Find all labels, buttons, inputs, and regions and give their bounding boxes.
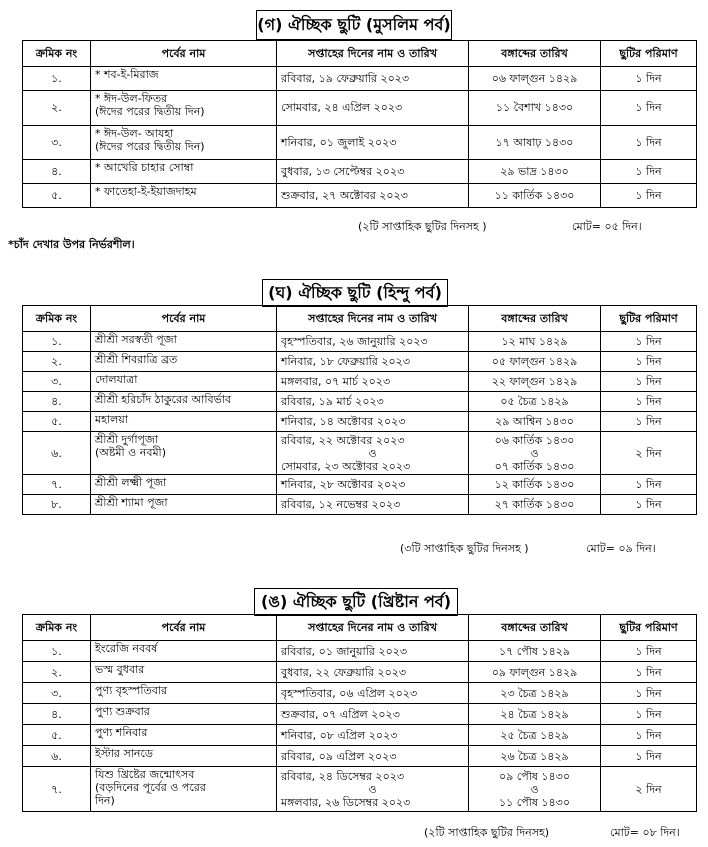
bengali-date-cell bbox=[469, 662, 601, 683]
duration-cell: ১ দিন bbox=[601, 91, 697, 126]
festival-name-cell bbox=[91, 412, 277, 432]
duration-cell: ১ দিন bbox=[601, 392, 697, 412]
christian-total: মোট= ০৮ দিন। bbox=[610, 826, 680, 839]
bengali-date-cell bbox=[469, 67, 601, 91]
duration-cell: ১ দিন bbox=[601, 67, 697, 91]
duration-cell: ১ দিন bbox=[601, 725, 697, 746]
header-bengali-date: বঙ্গাব্দের তারিখ bbox=[469, 306, 601, 332]
festival-name-text: (অষ্টমী ও নবমী) bbox=[95, 446, 166, 459]
duration-cell: ১ দিন bbox=[601, 683, 697, 704]
weekday-date-cell bbox=[277, 372, 469, 392]
weekday-date-cell bbox=[277, 475, 469, 495]
bengali-date-cell bbox=[469, 412, 601, 432]
weekday-date-cell bbox=[277, 641, 469, 662]
serial-cell: ২. bbox=[23, 91, 91, 126]
bengali-date-cell bbox=[469, 432, 601, 475]
bengali-date-text: ২৫ চৈত্র ১৪২৯ bbox=[500, 728, 569, 742]
bengali-date-cell bbox=[469, 746, 601, 767]
festival-name-cell bbox=[91, 725, 277, 746]
bengali-date-cell bbox=[469, 160, 601, 184]
bengali-date-text: ১৭ আষাঢ় ১৪৩০ bbox=[495, 135, 574, 149]
bengali-date-text: ২২ ফাল্গুন ১৪২৯ bbox=[491, 375, 578, 388]
weekday-date-cell bbox=[277, 125, 469, 160]
weekday-date-cell bbox=[277, 725, 469, 746]
bengali-date-text: ১১ বৈশাখ ১৪৩০ bbox=[495, 101, 574, 115]
duration-cell: ১ দিন bbox=[601, 746, 697, 767]
weekday-date-cell bbox=[277, 662, 469, 683]
hindu-weekly-note: (৩টি সাপ্তাহিক ছুটির দিনসহ ) bbox=[400, 542, 529, 555]
table-row bbox=[23, 641, 697, 662]
weekday-date-cell bbox=[277, 160, 469, 184]
festival-name-cell bbox=[91, 704, 277, 725]
weekday-date-cell bbox=[277, 746, 469, 767]
festival-name-cell bbox=[91, 125, 277, 160]
bengali-date-text: ০৬ কার্তিক ১৪৩০ bbox=[494, 433, 575, 447]
hindu-section-title: (ঘ) ঐচ্ছিক ছুটি (হিন্দু পর্ব) bbox=[262, 279, 448, 307]
bengali-date-cell bbox=[469, 725, 601, 746]
festival-name-cell bbox=[91, 746, 277, 767]
festival-name-text: পুণ্য শুক্রবার bbox=[95, 705, 150, 718]
table-row bbox=[23, 662, 697, 683]
bengali-date-text: ০৭ কার্তিক ১৪৩০ bbox=[494, 459, 575, 473]
festival-name-text: * ফাতেহা-ই-ইয়াজদাহম bbox=[95, 185, 197, 199]
weekday-date-cell bbox=[277, 495, 469, 515]
header-duration: ছুটির পরিমাণ bbox=[601, 41, 697, 67]
festival-name-cell bbox=[91, 767, 277, 812]
muslim-section-title: (গ) ঐচ্ছিক ছুটি (মুসলিম পর্ব) bbox=[256, 10, 452, 40]
bengali-date-text: ০৯ পৌষ ১৪৩০ bbox=[498, 769, 570, 783]
serial-cell: ৩. bbox=[23, 372, 91, 392]
bengali-date-text: ১১ পৌষ ১৪৩০ bbox=[499, 795, 570, 809]
header-duration: ছুটির পরিমাণ bbox=[601, 615, 697, 641]
duration-cell: ১ দিন bbox=[601, 352, 697, 372]
weekday-date-text: সোমবার, ২৪ এপ্রিল ২০২৩ bbox=[281, 101, 403, 115]
weekday-date-cell bbox=[277, 67, 469, 91]
serial-cell: ৪. bbox=[23, 392, 91, 412]
bengali-date-cell bbox=[469, 475, 601, 495]
festival-name-text: * ঈদ-উল- আযহা bbox=[95, 126, 174, 140]
table-row bbox=[23, 372, 697, 392]
weekday-date-text: শনিবার, ১৮ ফেব্রুয়ারি ২০২৩ bbox=[281, 355, 410, 368]
festival-name-text: দোলযাত্রা bbox=[95, 373, 138, 386]
serial-cell: ৭. bbox=[23, 767, 91, 812]
duration-cell: ১ দিন bbox=[601, 412, 697, 432]
weekday-date-cell bbox=[277, 412, 469, 432]
conjunction-text: ও bbox=[530, 446, 539, 460]
festival-name-text: শ্রীশ্রী সরস্বতী পূজা bbox=[95, 333, 177, 346]
weekday-date-cell bbox=[277, 91, 469, 126]
duration-cell: ১ দিন bbox=[601, 475, 697, 495]
weekday-date-text: শনিবার, ১৪ অক্টোবর ২০২৩ bbox=[281, 415, 406, 428]
serial-cell: ১. bbox=[23, 67, 91, 91]
bengali-date-text: ২৪ চৈত্র ১৪২৯ bbox=[500, 707, 569, 721]
bengali-date-cell bbox=[469, 372, 601, 392]
conjunction-text: ও bbox=[530, 782, 539, 796]
duration-cell: ১ দিন bbox=[601, 125, 697, 160]
table-row bbox=[23, 767, 697, 812]
festival-name-cell bbox=[91, 432, 277, 475]
festival-name-cell bbox=[91, 475, 277, 495]
weekday-date-cell bbox=[277, 392, 469, 412]
moon-dependency-note: *চাঁদ দেখার উপর নির্ভরশীল। bbox=[8, 238, 135, 251]
festival-name-cell bbox=[91, 662, 277, 683]
table-header-row bbox=[23, 615, 697, 641]
duration-cell: ১ দিন bbox=[601, 184, 697, 208]
serial-cell: ৫. bbox=[23, 412, 91, 432]
bengali-date-cell bbox=[469, 184, 601, 208]
table-row bbox=[23, 495, 697, 515]
festival-name-text: * ঈদ-উল-ফিতর bbox=[95, 92, 168, 105]
christian-section-title: (ঙ) ঐচ্ছিক ছুটি (খ্রিষ্টান পর্ব) bbox=[254, 588, 458, 616]
bengali-date-cell bbox=[469, 332, 601, 352]
bengali-date-text: ১২ মাঘ ১৪২৯ bbox=[501, 335, 568, 348]
serial-cell: ৬. bbox=[23, 746, 91, 767]
festival-name-text: (ঈদের পরের দ্বিতীয় দিন) bbox=[95, 139, 205, 153]
muslim-weekly-note: (২টি সাপ্তাহিক ছুটির দিনসহ ) bbox=[358, 220, 487, 233]
conjunction-text: ও bbox=[368, 782, 377, 796]
table-row bbox=[23, 67, 697, 91]
header-festival: পর্বের নাম bbox=[91, 41, 277, 67]
table-row bbox=[23, 352, 697, 372]
conjunction-text: ও bbox=[368, 446, 377, 460]
festival-name-cell bbox=[91, 683, 277, 704]
weekday-date-text: রবিবার, ১২ নভেম্বর ২০২৩ bbox=[281, 498, 401, 512]
bengali-date-text: ২৯ আশ্বিন ১৪৩০ bbox=[495, 415, 574, 428]
festival-name-text: শ্রীশ্রী দুর্গাপূজা bbox=[95, 433, 159, 446]
header-weekday-date: সপ্তাহের দিনের নাম ও তারিখ bbox=[277, 615, 469, 641]
header-weekday-date: সপ্তাহের দিনের নাম ও তারিখ bbox=[277, 41, 469, 67]
bengali-date-cell bbox=[469, 704, 601, 725]
muslim-holiday-table bbox=[22, 40, 697, 208]
weekday-date-text: শনিবার, ২৮ অক্টোবর ২০২৩ bbox=[281, 478, 406, 492]
duration-cell: ১ দিন bbox=[601, 641, 697, 662]
table-row bbox=[23, 683, 697, 704]
duration-cell: ১ দিন bbox=[601, 495, 697, 515]
bengali-date-text: ০৫ চৈত্র ১৪২৯ bbox=[500, 395, 569, 408]
table-row bbox=[23, 332, 697, 352]
festival-name-cell bbox=[91, 392, 277, 412]
weekday-date-text: শনিবার, ০৮ এপ্রিল ২০২৩ bbox=[281, 728, 398, 742]
weekday-date-text: রবিবার, ১৯ ফেব্রুয়ারি ২০২৩ bbox=[281, 72, 410, 85]
weekday-date-cell bbox=[277, 767, 469, 812]
bengali-date-cell bbox=[469, 125, 601, 160]
bengali-date-text: ২৩ চৈত্র ১৪২৯ bbox=[500, 686, 569, 700]
festival-name-text: পুণ্য শনিবার bbox=[95, 726, 148, 739]
duration-cell: ২ দিন bbox=[601, 432, 697, 475]
festival-name-text: শ্রীশ্রী শ্যামা পূজা bbox=[95, 496, 168, 510]
bengali-date-text: ১১ কার্তিক ১৪৩০ bbox=[494, 189, 575, 203]
bengali-date-text: ০৫ ফাল্গুন ১৪২৯ bbox=[491, 355, 578, 368]
weekday-date-text: শুক্রবার, ০৭ এপ্রিল ২০২৩ bbox=[281, 707, 400, 721]
weekday-date-text: রবিবার, ২২ অক্টোবর ২০২৩ bbox=[281, 433, 405, 447]
table-row bbox=[23, 392, 697, 412]
weekday-date-text: বৃহস্পতিবার, ২৬ জানুয়ারি ২০২৩ bbox=[281, 335, 428, 348]
header-bengali-date: বঙ্গাব্দের তারিখ bbox=[469, 41, 601, 67]
header-serial: ক্রমিক নং bbox=[23, 615, 91, 641]
festival-name-text: ভস্ম বুধবার bbox=[95, 663, 145, 676]
festival-name-cell bbox=[91, 641, 277, 662]
table-row bbox=[23, 475, 697, 495]
festival-name-text: (ঈদের পরের দ্বিতীয় দিন) bbox=[95, 105, 205, 118]
duration-cell: ১ দিন bbox=[601, 662, 697, 683]
table-row bbox=[23, 412, 697, 432]
festival-name-cell bbox=[91, 332, 277, 352]
bengali-date-cell bbox=[469, 683, 601, 704]
table-row bbox=[23, 91, 697, 126]
bengali-date-cell bbox=[469, 767, 601, 812]
weekday-date-cell bbox=[277, 704, 469, 725]
weekday-date-text: রবিবার, ০৯ এপ্রিল ২০২৩ bbox=[281, 749, 397, 763]
table-row bbox=[23, 125, 697, 160]
hindu-total: মোট= ০৯ দিন। bbox=[586, 542, 656, 555]
bengali-date-text: ২৬ চৈত্র ১৪২৯ bbox=[500, 749, 569, 763]
christian-weekly-note: (২টি সাপ্তাহিক ছুটির দিনসহ) bbox=[424, 826, 550, 839]
weekday-date-text: বৃহস্পতিবার, ০৬ এপ্রিল ২০২৩ bbox=[281, 686, 418, 700]
hindu-holiday-table bbox=[22, 305, 697, 515]
festival-name-cell bbox=[91, 184, 277, 208]
serial-cell: ৩. bbox=[23, 683, 91, 704]
festival-name-text: শ্রীশ্রী হরিচাঁদ ঠাকুরের আবির্ভাব bbox=[95, 393, 232, 406]
header-weekday-date: সপ্তাহের দিনের নাম ও তারিখ bbox=[277, 306, 469, 332]
weekday-date-text: বুধবার, ২২ ফেব্রুয়ারি ২০২৩ bbox=[281, 665, 407, 679]
header-festival: পর্বের নাম bbox=[91, 615, 277, 641]
serial-cell: ৭. bbox=[23, 475, 91, 495]
serial-cell: ৫. bbox=[23, 184, 91, 208]
serial-cell: ২. bbox=[23, 662, 91, 683]
weekday-date-cell bbox=[277, 352, 469, 372]
festival-name-text: * আখেরি চাহার সোম্বা bbox=[95, 161, 194, 175]
table-row bbox=[23, 704, 697, 725]
muslim-total: মোট= ০৫ দিন। bbox=[572, 220, 642, 233]
serial-cell: ১. bbox=[23, 332, 91, 352]
festival-name-cell bbox=[91, 495, 277, 515]
weekday-date-text: শুক্রবার, ২৭ অক্টোবর ২০২৩ bbox=[281, 189, 408, 203]
weekday-date-cell bbox=[277, 332, 469, 352]
bengali-date-cell bbox=[469, 641, 601, 662]
table-row bbox=[23, 725, 697, 746]
bengali-date-cell bbox=[469, 352, 601, 372]
festival-name-text: মহালয়া bbox=[95, 413, 128, 426]
weekday-date-text: সোমবার, ২৩ অক্টোবর ২০২৩ bbox=[281, 459, 411, 473]
header-serial: ক্রমিক নং bbox=[23, 41, 91, 67]
duration-cell: ১ দিন bbox=[601, 704, 697, 725]
bengali-date-text: ১৭ পৌষ ১৪২৯ bbox=[499, 644, 570, 658]
weekday-date-text: বুধবার, ১৩ সেপ্টেম্বর ২০২৩ bbox=[281, 165, 405, 179]
duration-cell: ১ দিন bbox=[601, 332, 697, 352]
bengali-date-cell bbox=[469, 495, 601, 515]
serial-cell: ১. bbox=[23, 641, 91, 662]
table-row bbox=[23, 746, 697, 767]
weekday-date-text: শনিবার, ০১ জুলাই ২০২৩ bbox=[281, 135, 397, 149]
festival-name-text: যিশু খ্রিষ্টের জন্মোৎসব bbox=[95, 768, 195, 781]
festival-name-cell bbox=[91, 91, 277, 126]
weekday-date-cell bbox=[277, 683, 469, 704]
duration-cell: ১ দিন bbox=[601, 160, 697, 184]
bengali-date-text: ০৯ ফাল্গুন ১৪২৯ bbox=[491, 665, 578, 679]
duration-cell: ২ দিন bbox=[601, 767, 697, 812]
festival-name-text: ইংরেজি নববর্ষ bbox=[95, 642, 158, 655]
bengali-date-text: ০৬ ফাল্গুন ১৪২৯ bbox=[491, 72, 578, 85]
bengali-date-text: ১২ কার্তিক ১৪৩০ bbox=[494, 478, 575, 492]
festival-name-text: * শব-ই-মিরাজ bbox=[95, 68, 159, 81]
festival-name-text: পুণ্য বৃহস্পতিবার bbox=[95, 684, 168, 697]
weekday-date-text: মঙ্গলবার, ২৬ ডিসেম্বর ২০২৩ bbox=[281, 795, 411, 809]
festival-name-cell bbox=[91, 352, 277, 372]
serial-cell: ৪. bbox=[23, 704, 91, 725]
header-festival: পর্বের নাম bbox=[91, 306, 277, 332]
serial-cell: ৪. bbox=[23, 160, 91, 184]
table-row bbox=[23, 160, 697, 184]
header-duration: ছুটির পরিমাণ bbox=[601, 306, 697, 332]
weekday-date-cell bbox=[277, 432, 469, 475]
header-serial: ক্রমিক নং bbox=[23, 306, 91, 332]
table-header-row bbox=[23, 41, 697, 67]
weekday-date-text: রবিবার, ২৪ ডিসেম্বর ২০২৩ bbox=[281, 769, 405, 783]
festival-name-text: দিন) bbox=[95, 794, 115, 807]
weekday-date-cell bbox=[277, 184, 469, 208]
header-bengali-date: বঙ্গাব্দের তারিখ bbox=[469, 615, 601, 641]
festival-name-text: (বড়দিনের পূর্বের ও পরের bbox=[95, 781, 206, 794]
table-row bbox=[23, 184, 697, 208]
weekday-date-text: মঙ্গলবার, ০৭ মার্চ ২০২৩ bbox=[281, 375, 391, 388]
duration-cell: ১ দিন bbox=[601, 372, 697, 392]
serial-cell: ৫. bbox=[23, 725, 91, 746]
christian-holiday-table bbox=[22, 614, 697, 812]
serial-cell: ৬. bbox=[23, 432, 91, 475]
table-header-row bbox=[23, 306, 697, 332]
bengali-date-text: ২৭ কার্তিক ১৪৩০ bbox=[494, 498, 575, 512]
festival-name-cell bbox=[91, 67, 277, 91]
serial-cell: ৮. bbox=[23, 495, 91, 515]
serial-cell: ৩. bbox=[23, 125, 91, 160]
bengali-date-cell bbox=[469, 91, 601, 126]
festival-name-text: শ্রীশ্রী শিবরাত্রি ব্রত bbox=[95, 353, 178, 366]
table-row bbox=[23, 432, 697, 475]
weekday-date-text: রবিবার, ০১ জানুয়ারি ২০২৩ bbox=[281, 644, 408, 658]
festival-name-cell bbox=[91, 160, 277, 184]
weekday-date-text: রবিবার, ১৯ মার্চ ২০২৩ bbox=[281, 395, 384, 408]
festival-name-text: শ্রীশ্রী লক্ষ্মী পূজা bbox=[95, 476, 167, 490]
bengali-date-cell bbox=[469, 392, 601, 412]
festival-name-text: ইস্টার সানডে bbox=[95, 747, 153, 760]
serial-cell: ২. bbox=[23, 352, 91, 372]
festival-name-cell bbox=[91, 372, 277, 392]
bengali-date-text: ২৯ ভাদ্র ১৪৩০ bbox=[500, 165, 569, 179]
